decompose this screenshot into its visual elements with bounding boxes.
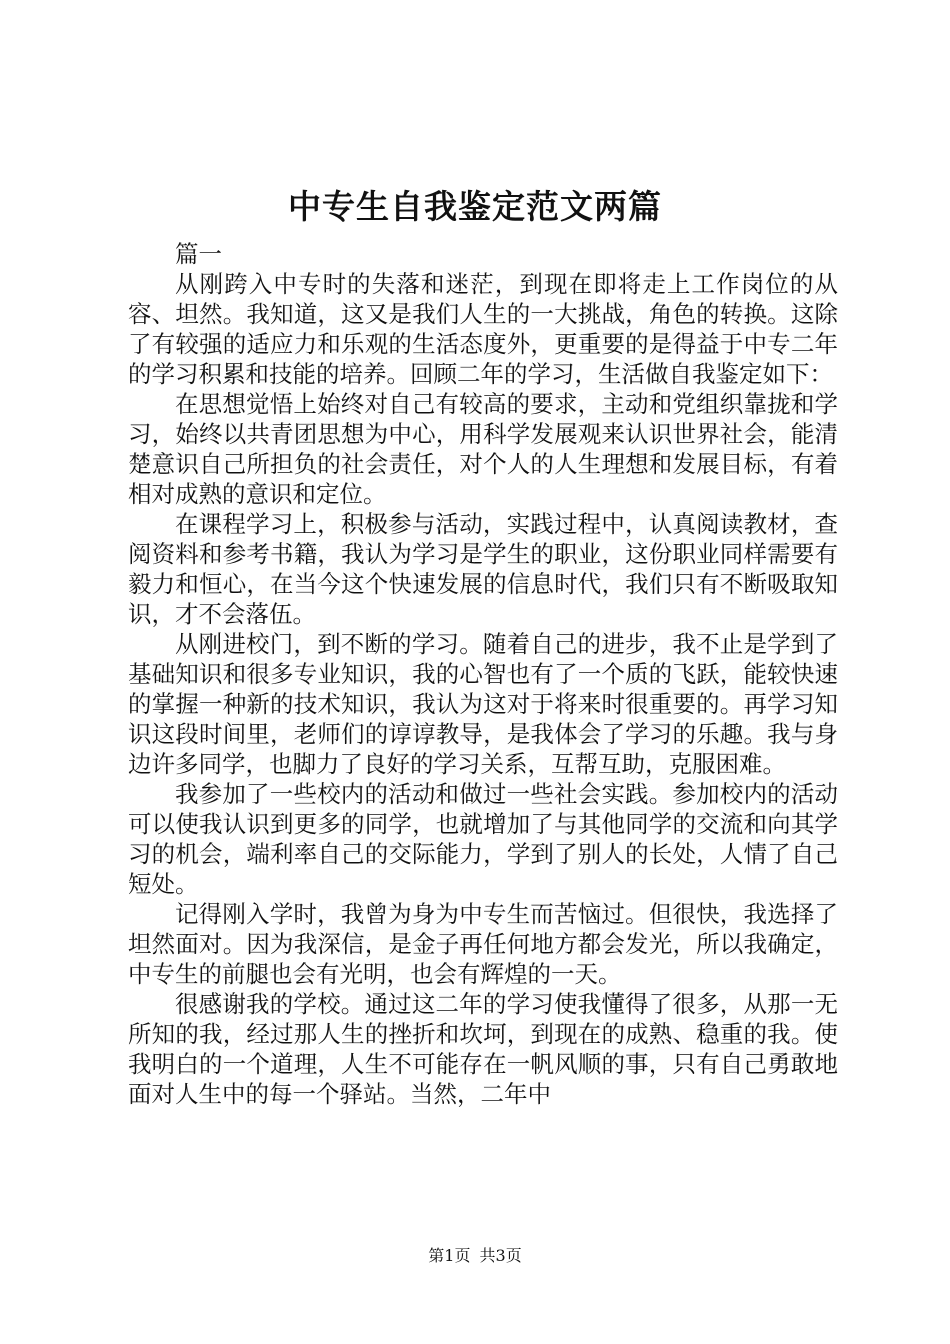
paragraph-4: 从刚进校门，到不断的学习。随着自己的进步，我不止是学到了基础知识和很多专业知识，我的心智也有了一个质的飞跃，能较快速的掌握一种新的技术知识，我认为这对于将来时很重要的。再学习知识这段时间里，老师们的谆谆教导，是我体会了学习的乐趣。我与身边许多同学，也脚力了良好的学习关系，互帮互助，克服困难。 <box>128 630 838 778</box>
paragraph-1: 从刚跨入中专时的失落和迷茫，到现在即将走上工作岗位的从容、坦然。我知道，这又是我们人生的一大挑战，角色的转换。这除了有较强的适应力和乐观的生活态度外，更重要的是得益于中专二年的学习积累和技能的培养。回顾二年的学习，生活做自我鉴定如下： <box>128 270 838 388</box>
paragraph-7: 很感谢我的学校。通过这二年的学习使我懂得了很多，从那一无所知的我，经过那人生的挫折和坎坷，到现在的成熟、稳重的我。使我明白的一个道理，人生不可能存在一帆风顺的事，只有自己勇敢地面对人生中的每一个驿站。当然，二年中 <box>128 990 838 1108</box>
document-body <box>128 239 838 1109</box>
paragraph-3: 在课程学习上，积极参与活动，实践过程中，认真阅读教材，查阅资料和参考书籍，我认为学习是学生的职业，这份职业同样需要有毅力和恒心，在当今这个快速发展的信息时代，我们只有不断吸取知识，才不会落伍。 <box>128 510 838 628</box>
paragraph-5: 我参加了一些校内的活动和做过一些社会实践。参加校内的活动可以使我认识到更多的同学，也就增加了与其他同学的交流和向其学习的机会，端利率自己的交际能力，学到了别人的长处，人情了自己短处。 <box>128 780 838 898</box>
page-footer: 第1页 共3页 <box>428 1246 522 1265</box>
paragraph-2: 在思想觉悟上始终对自己有较高的要求，主动和党组织靠拢和学习，始终以共青团思想为中心，用科学发展观来认识世界社会，能清楚意识自己所担负的社会责任，对个人的人生理想和发展目标，有着相对成熟的意识和定位。 <box>128 390 838 508</box>
section-label: 篇一 <box>175 240 222 268</box>
document-title: 中专生自我鉴定范文两篇 <box>288 187 662 226</box>
paragraph-6: 记得刚入学时，我曾为身为中专生而苦恼过。但很快，我选择了坦然面对。因为我深信，是金子再任何地方都会发光，所以我确定，中专生的前腿也会有光明，也会有辉煌的一天。 <box>128 900 838 988</box>
